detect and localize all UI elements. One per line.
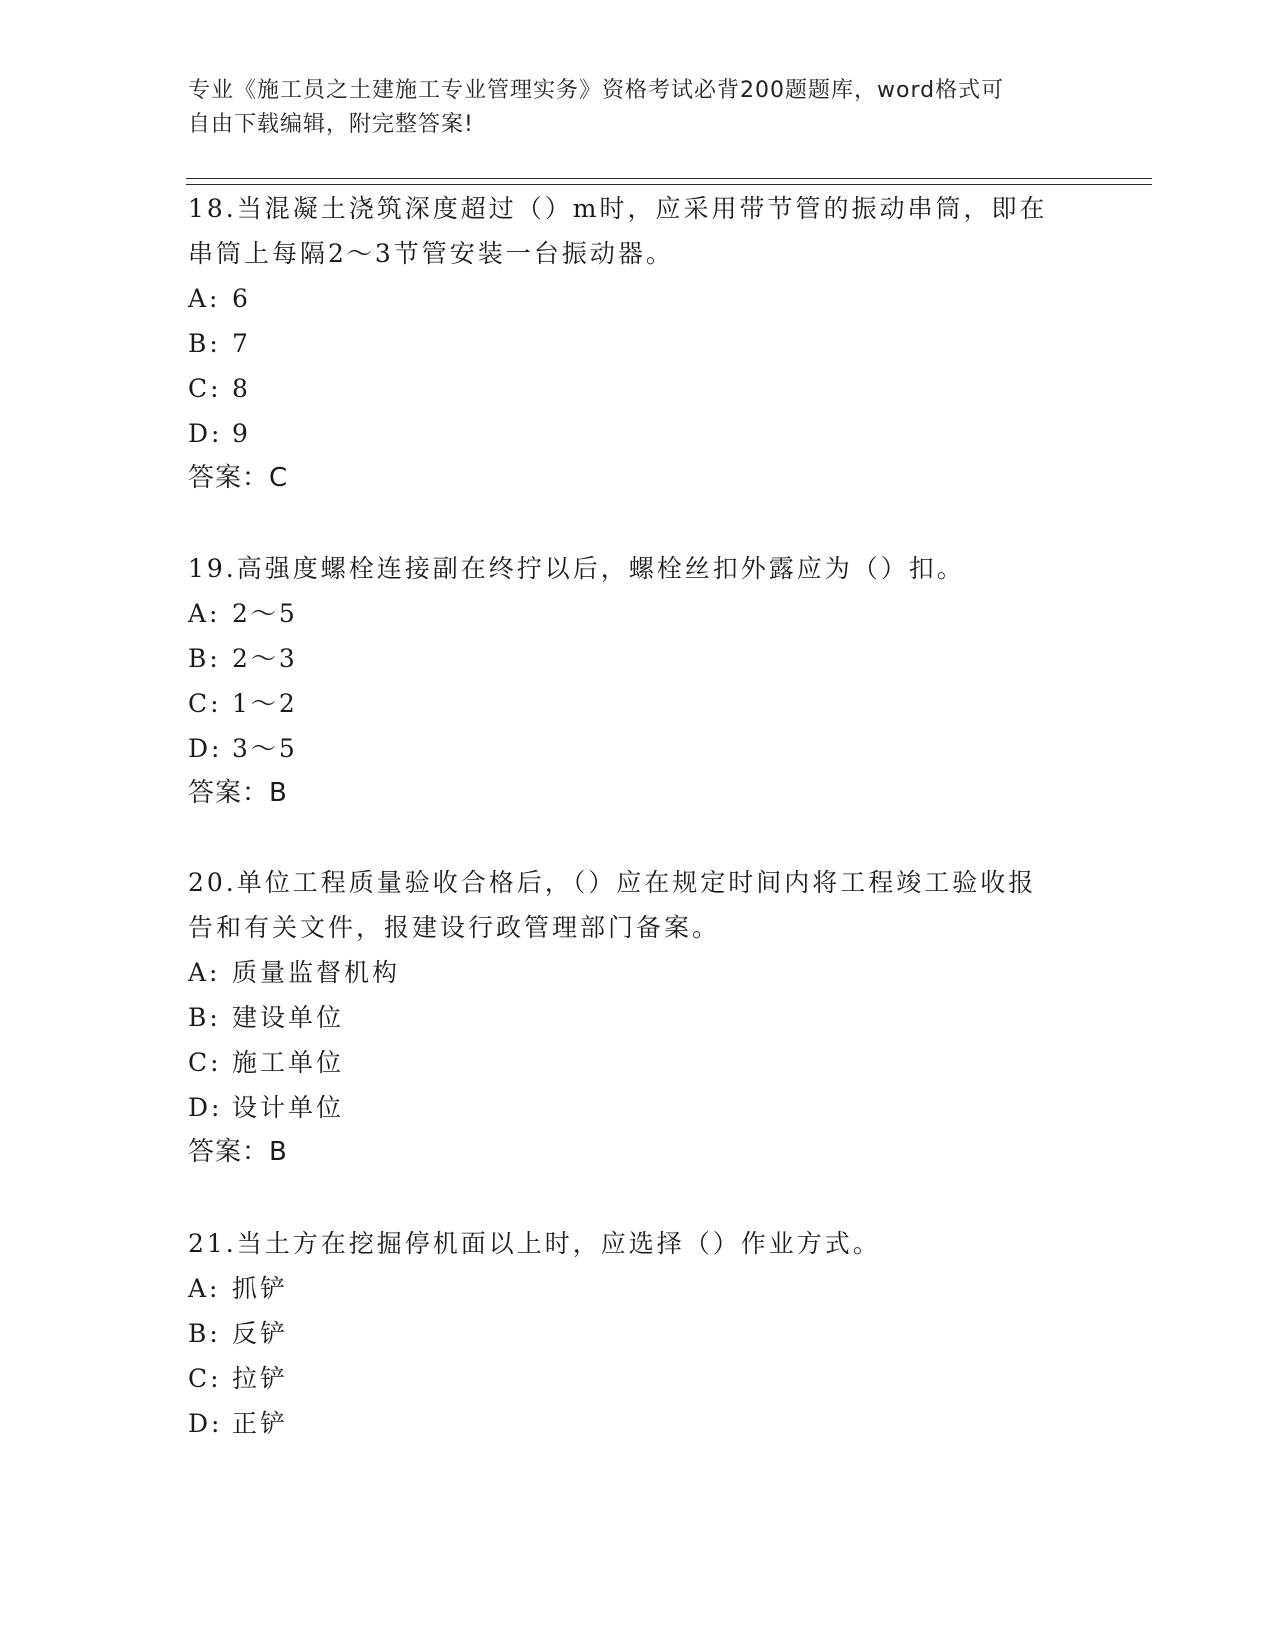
- option-text: 9: [232, 419, 251, 448]
- question-stem-line-2: 告和有关文件，报建设行政管理部门备案。: [188, 913, 721, 942]
- option-b: [188, 995, 1088, 1040]
- option-key: B:: [188, 329, 221, 358]
- header-line-1: 专业《施工员之土建施工专业管理实务》资格考试必背200题题库，word格式可: [188, 78, 1005, 103]
- option-c: [188, 1040, 1088, 1085]
- question-stem-line-1: 21.当土方在挖掘停机面以上时，应选择（）作业方式。: [188, 1229, 881, 1258]
- answer: 答案：B: [188, 778, 288, 808]
- option-text: 质量监督机构: [232, 958, 401, 987]
- option-text: 抓铲: [232, 1274, 289, 1303]
- option-text: 设计单位: [232, 1093, 345, 1122]
- question-stem-line-2: 串筒上每隔2～3节管安装一台振动器。: [188, 239, 674, 268]
- answer: 答案：B: [188, 1137, 288, 1167]
- question-19: [188, 546, 1088, 816]
- option-key: D:: [188, 734, 223, 763]
- option-key: C:: [188, 1364, 222, 1393]
- option-text: 2～5: [232, 599, 298, 628]
- option-key: B:: [188, 1003, 221, 1032]
- option-c: [188, 1356, 1088, 1401]
- option-text: 2～3: [232, 644, 298, 673]
- option-text: 1～2: [232, 689, 298, 718]
- option-c: [188, 681, 1088, 726]
- option-d: [188, 726, 1088, 771]
- question-stem-line-1: 20.单位工程质量验收合格后，（）应在规定时间内将工程竣工验收报: [188, 868, 1037, 897]
- option-a: [188, 950, 1088, 995]
- option-d: [188, 1401, 1088, 1446]
- option-text: 建设单位: [232, 1003, 345, 1032]
- option-key: A:: [188, 1274, 221, 1303]
- question-stem-line-1: 18.当混凝土浇筑深度超过（）m时，应采用带节管的振动串筒，即在: [188, 194, 1048, 223]
- option-b: [188, 321, 1088, 366]
- option-key: D:: [188, 419, 223, 448]
- header-line-2: 自由下载编辑，附完整答案!: [188, 112, 474, 137]
- option-key: A:: [188, 599, 221, 628]
- option-key: B:: [188, 1319, 221, 1348]
- header-divider-top: [186, 178, 1152, 179]
- question-21: [188, 1221, 1088, 1446]
- option-key: D:: [188, 1093, 223, 1122]
- option-key: D:: [188, 1409, 223, 1438]
- option-c: [188, 366, 1088, 411]
- option-a: [188, 276, 1088, 321]
- option-text: 拉铲: [232, 1364, 289, 1393]
- option-text: 正铲: [232, 1409, 289, 1438]
- option-a: [188, 1266, 1088, 1311]
- question-20: [188, 860, 1088, 1175]
- option-text: 3～5: [232, 734, 298, 763]
- option-key: B:: [188, 644, 221, 673]
- option-d: [188, 1085, 1088, 1130]
- option-b: [188, 636, 1088, 681]
- answer: 答案：C: [188, 463, 289, 493]
- document-header: [188, 74, 1068, 142]
- option-text: 施工单位: [232, 1048, 345, 1077]
- option-text: 6: [232, 284, 251, 313]
- option-a: [188, 591, 1088, 636]
- question-18: [188, 186, 1088, 501]
- option-text: 8: [232, 374, 251, 403]
- option-key: C:: [188, 374, 222, 403]
- option-text: 反铲: [232, 1319, 289, 1348]
- option-key: A:: [188, 284, 221, 313]
- header-divider-bottom: [186, 184, 1152, 185]
- option-key: C:: [188, 1048, 222, 1077]
- question-stem-line-1: 19.高强度螺栓连接副在终拧以后，螺栓丝扣外露应为（）扣。: [188, 554, 965, 583]
- option-d: [188, 411, 1088, 456]
- option-text: 7: [232, 329, 251, 358]
- option-b: [188, 1311, 1088, 1356]
- option-key: C:: [188, 689, 222, 718]
- option-key: A:: [188, 958, 221, 987]
